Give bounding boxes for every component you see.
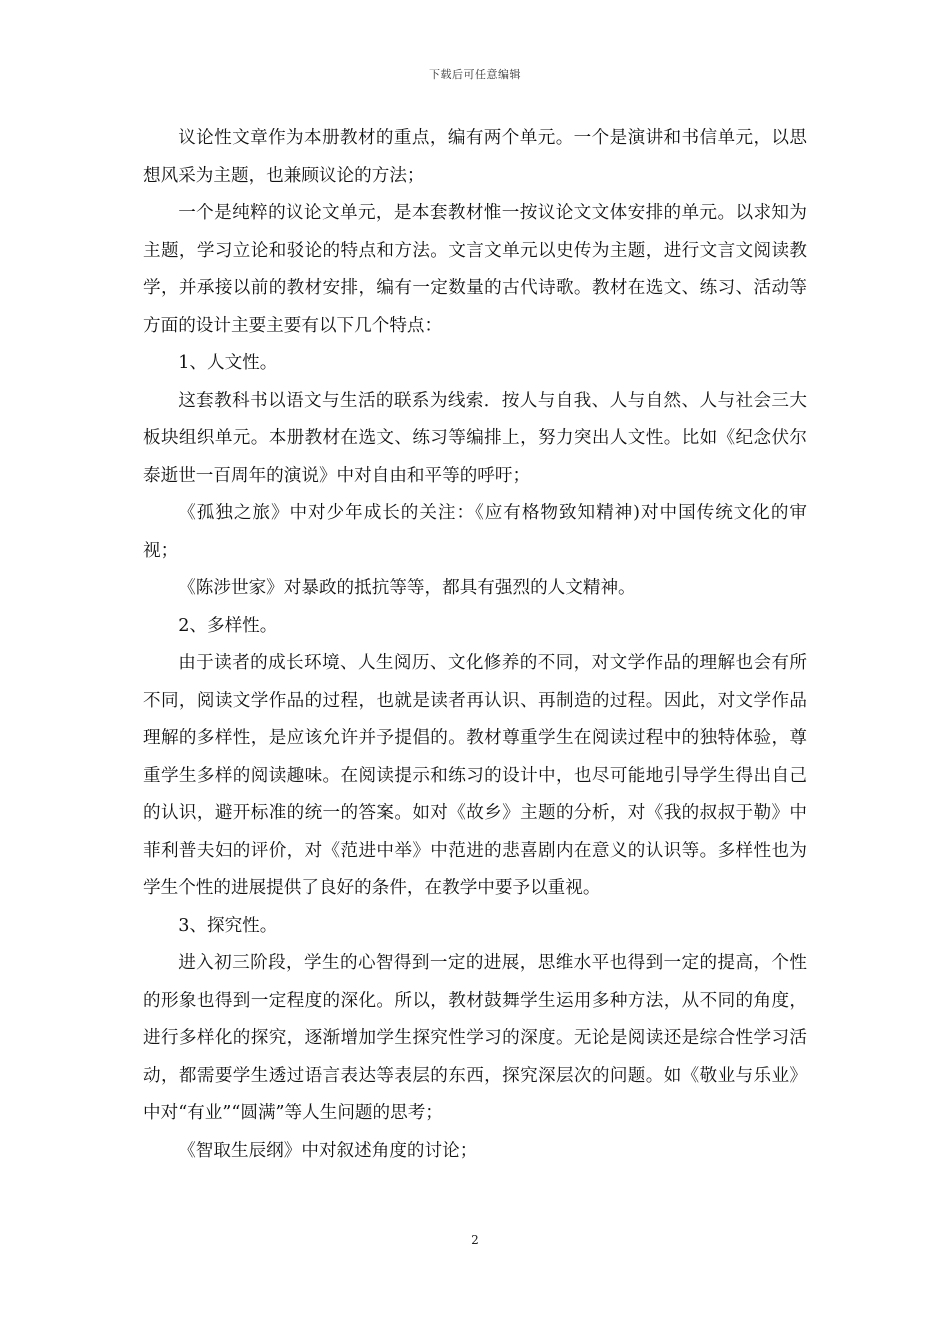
paragraph: 《陈涉世家》对暴政的抵抗等等，都具有强烈的人文精神。 [178, 578, 636, 598]
page-header: 下载后可任意编辑 [429, 68, 521, 81]
section-heading: 1、人文性。 [178, 353, 278, 373]
paragraph: 进入初三阶段，学生的心智得到一定的进展，思维水平也得到一定的提高，个性的形象也得到一定程度的深化。所以，教材鼓舞学生运用多种方法，从不同的角度，进行多样化的探究，逐渐增加学生探究性学习的深度。无论是阅读还是综合性学习活动，都需要学生透过语言表达等表层的东西，探究深层次的问题。如《敬业与乐业》中对“有业”“圆满”等人生问题的思考； [143, 953, 807, 1123]
paragraph: 由于读者的成长环境、人生阅历、文化修养的不同，对文学作品的理解也会有所不同，阅读文学作品的过程，也就是读者再认识、再制造的过程。因此，对文学作品理解的多样性，是应该允许并予提倡的。教材尊重学生在阅读过程中的独特体验，尊重学生多样的阅读趣味。在阅读提示和练习的设计中，也尽可能地引导学生得出自己的认识，避开标准的统一的答案。如对《故乡》主题的分析，对《我的叔叔于勒》中菲利普夫妇的评价，对《范进中举》中范进的悲喜剧内在意义的认识等。多样性也为学生个性的进展提供了良好的条件，在教学中要予以重视。 [143, 653, 807, 898]
section-heading: 2、多样性。 [178, 615, 278, 636]
section-heading: 3、探究性。 [178, 915, 278, 936]
paragraph: 《孤独之旅》中对少年成长的关注：《应有格物致知精神)对中国传统文化的审视； [143, 503, 807, 561]
paragraph: 一个是纯粹的议论文单元，是本套教材惟一按议论文文体安排的单元。以求知为主题，学习立论和驳论的特点和方法。文言文单元以史传为主题，进行文言文阅读教学，并承接以前的教材安排，编有一定数量的古代诗歌。教材在选文、练习、活动等方面的设计主要主要有以下几个特点： [143, 203, 807, 336]
paragraph: 《智取生辰纲》中对叙述角度的讨论； [178, 1140, 478, 1161]
paragraph: 这套教科书以语文与生活的联系为线索．按人与自我、人与自然、人与社会三大板块组织单元。本册教材在选文、练习等编排上，努力突出人文性。比如《纪念伏尔泰逝世一百周年的演说》中对自由和平等的呼吁； [143, 390, 807, 486]
page-number: 2 [471, 1233, 479, 1247]
document-body [143, 120, 807, 1170]
paragraph: 议论性文章作为本册教材的重点，编有两个单元。一个是演讲和书信单元，以思想风采为主题，也兼顾议论的方法； [143, 128, 807, 186]
